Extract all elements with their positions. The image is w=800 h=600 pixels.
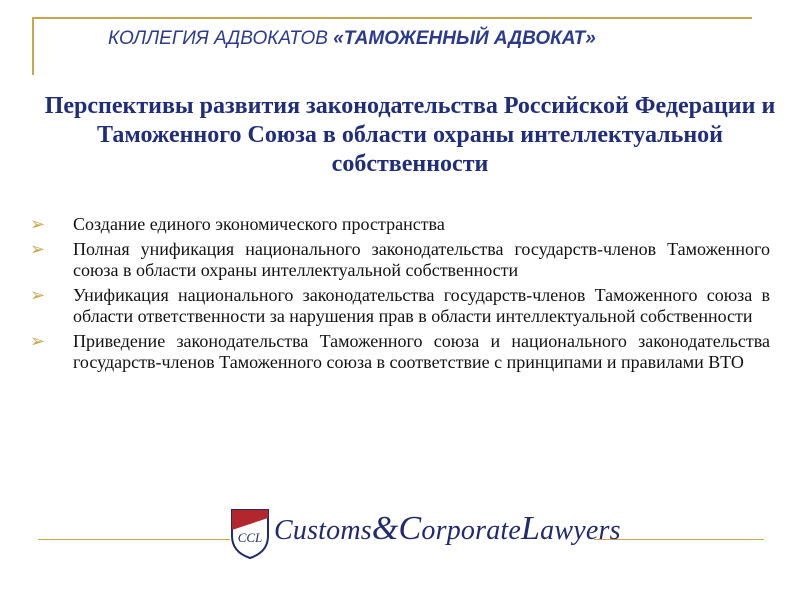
bullet-item [30,214,770,236]
bullet-list [30,214,770,377]
shield-logo-icon [230,506,270,560]
arrow-bullet-icon: ➢ [30,284,46,305]
logo-monogram: CCL [237,530,263,545]
organization-header [108,28,596,50]
logo-word-orporate: orporate [421,515,522,546]
arrow-bullet-icon: ➢ [30,238,46,259]
logo-cap-l: L [521,510,541,547]
frame-top-line [32,17,752,19]
bullet-text: Унификация национального законодательства государств-членов Таможенного союза в области ответственности за нарушения прав в области интеллектуальной собственности [73,284,770,326]
bullet-text: Полная унификация национального законодательства государств-членов Таможенного союза в области охраны интеллектуальной собственности [73,238,770,280]
bullet-item [30,331,770,374]
logo-word-customs: Customs [274,515,372,546]
logo-wordmark [274,510,621,548]
footer-rule-left [38,539,230,540]
logo-cap-c: C [398,510,422,547]
frame-left-line [32,17,34,75]
slide-title: Перспективы развития законодательства Российской Федерации и Таможенного Союза в области охраны интеллектуальной собственности [44,93,776,177]
company-logo [230,506,621,560]
logo-ampersand: & [371,510,399,547]
arrow-bullet-icon: ➢ [30,330,46,351]
header-org-name: «ТАМОЖЕННЫЙ АДВОКАТ» [333,28,596,49]
bullet-item [30,285,770,328]
arrow-bullet-icon: ➢ [30,214,46,234]
header-prefix: КОЛЛЕГИЯ АДВОКАТОВ [108,28,334,49]
logo-word-awyers: awyers [540,515,621,546]
bullet-item [30,239,770,282]
bullet-text: Приведение законодательства Таможенного союза и национального законодательства государств-членов Таможенного союза в соответствие с принципами и правилами ВТО [73,330,770,372]
bullet-text: Создание единого экономического пространства [73,214,445,234]
